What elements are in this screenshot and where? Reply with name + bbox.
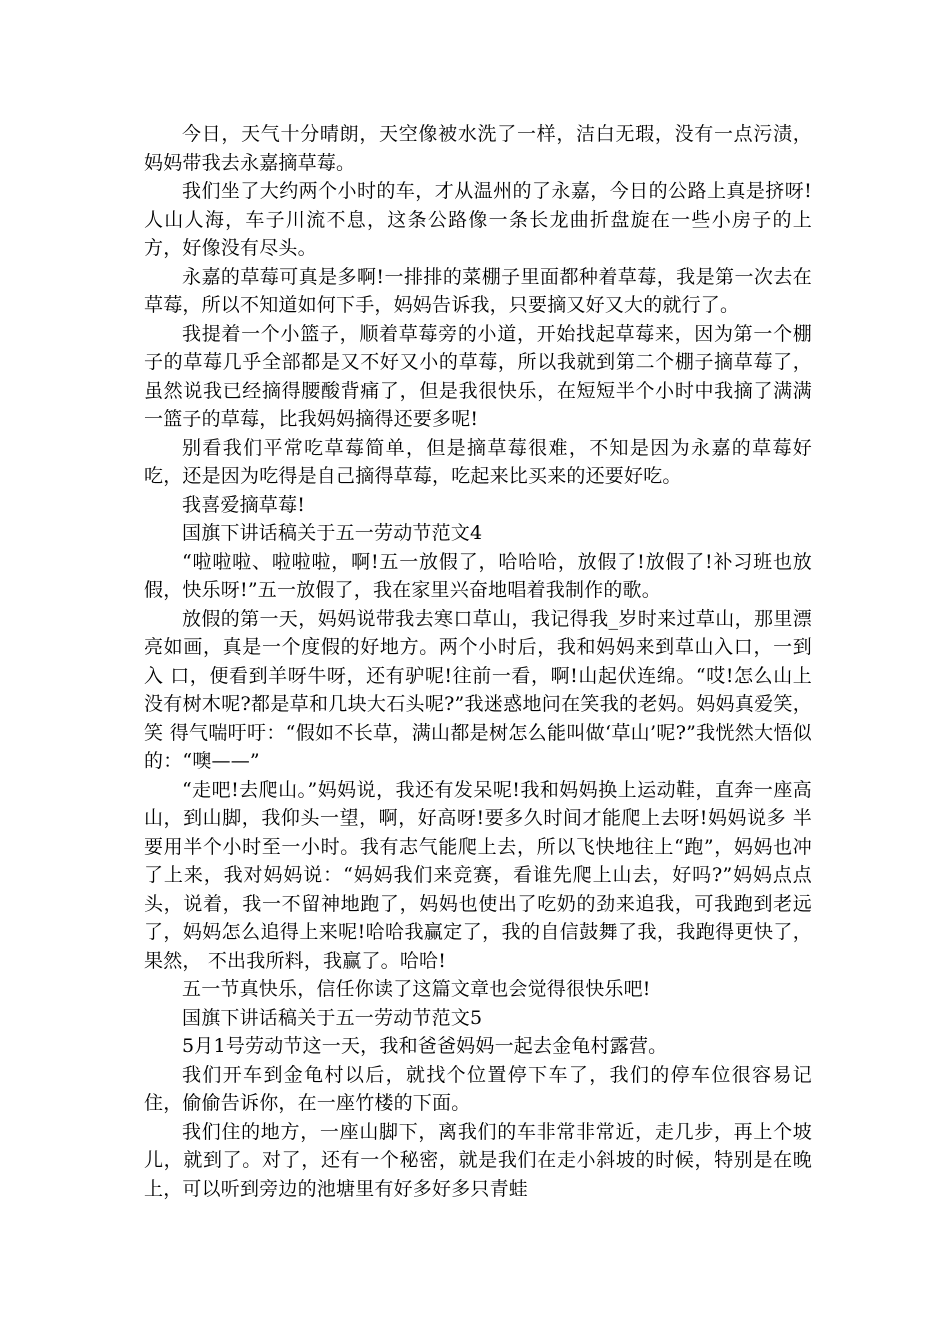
paragraph: 永嘉的草莓可真是多啊!一排排的菜棚子里面都种着草莓，我是第一次去在草莓，所以不知道如何下手，妈妈告诉我，只要摘又好又大的就行了。 — [144, 265, 812, 316]
section-heading: 国旗下讲话稿关于五一劳动节范文5 — [182, 1006, 483, 1029]
paragraph: 我们住的地方，一座山脚下，离我们的车非常非常近，走几步，再上个坡儿，就到了。对了，还有一个秘密，就是我们在走小斜坡的时候，特别是在晚上，可以听到旁边的池塘里有好多好多只青蛙 — [144, 1120, 812, 1200]
paragraph: 我们坐了大约两个小时的车，才从温州的了永嘉，今日的公路上真是挤呀!人山人海，车子川流不息，这条公路像一条长龙曲折盘旋在一些小房子的上方，好像没有尽头。 — [144, 180, 812, 259]
paragraph: 五一节真快乐，信任你读了这篇文章也会觉得很快乐吧! — [182, 978, 651, 1000]
paragraph: “走吧!去爬山。”妈妈说，我还有发呆呢!我和妈妈换上运动鞋，直奔一座高山，到山脚，我仰头一望，啊，好高呀!要多久时间才能爬上去呀!妈妈说多 半要用半个小时至一小时。我有志气能爬上去，所以飞快地往上“跑”，妈妈也冲了上来，我对妈妈说：“妈妈我们来竞赛，看谁先爬上山去，好吗?”妈妈点点 头，说着，我一不留神地跑了，妈妈也使出了吃奶的劲来追我，可我跑到老远了，妈妈怎么追得上来呢!哈哈我赢定了，我的自信鼓舞了我，我跑得更快了，果然， 不出我所料，我赢了。哈哈! — [144, 778, 812, 972]
paragraph: 放假的第一天，妈妈说带我去寒口草山，我记得我_岁时来过草山，那里漂亮如画，真是一个度假的好地方。两个小时后，我和妈妈来到草山入口，一到入 口，便看到羊呀牛呀，还有驴呢!往前一看，啊!山起伏连绵。“哎!怎么山上没有树木呢?都是草和几块大石头呢?”我迷惑地问在笑我的老妈。妈妈真爱笑，笑 得气喘吁吁：“假如不长草，满山都是树怎么能叫做‘草山’呢?”我恍然大悟似的：“噢——” — [144, 607, 812, 772]
paragraph: 别看我们平常吃草莓简单，但是摘草莓很难，不知是因为永嘉的草莓好吃，还是因为吃得是自己摘得草莓，吃起来比买来的还要好吃。 — [144, 436, 812, 487]
paragraph: 我提着一个小篮子，顺着草莓旁的小道，开始找起草莓来，因为第一个棚子的草莓几乎全部都是又不好又小的草莓，所以我就到第二个棚子摘草莓了，虽然说我已经摘得腰酸背痛了，但是我很快乐，在短短半个小时中我摘了满满一篮子的草莓，比我妈妈摘得还要多呢! — [144, 322, 812, 430]
document-body — [144, 120, 812, 1203]
section-heading: 国旗下讲话稿关于五一劳动节范文4 — [182, 522, 483, 544]
paragraph: 我们开车到金龟村以后，就找个位置停下车了，我们的停车位很容易记住，偷偷告诉你，在一座竹楼的下面。 — [144, 1063, 812, 1114]
paragraph: 今日，天气十分晴朗，天空像被水洗了一样，洁白无瑕，没有一点污渍，妈妈带我去永嘉摘草莓。 — [144, 123, 812, 174]
paragraph: 5月1号劳动节这一天，我和爸爸妈妈一起去金龟村露营。 — [182, 1035, 668, 1057]
paragraph: 我喜爱摘草莓! — [182, 493, 306, 516]
paragraph: “啦啦啦、啦啦啦，啊!五一放假了，哈哈哈，放假了!放假了!补习班也放假，快乐呀!”五一放假了，我在家里兴奋地唱着我制作的歌。 — [144, 550, 812, 601]
